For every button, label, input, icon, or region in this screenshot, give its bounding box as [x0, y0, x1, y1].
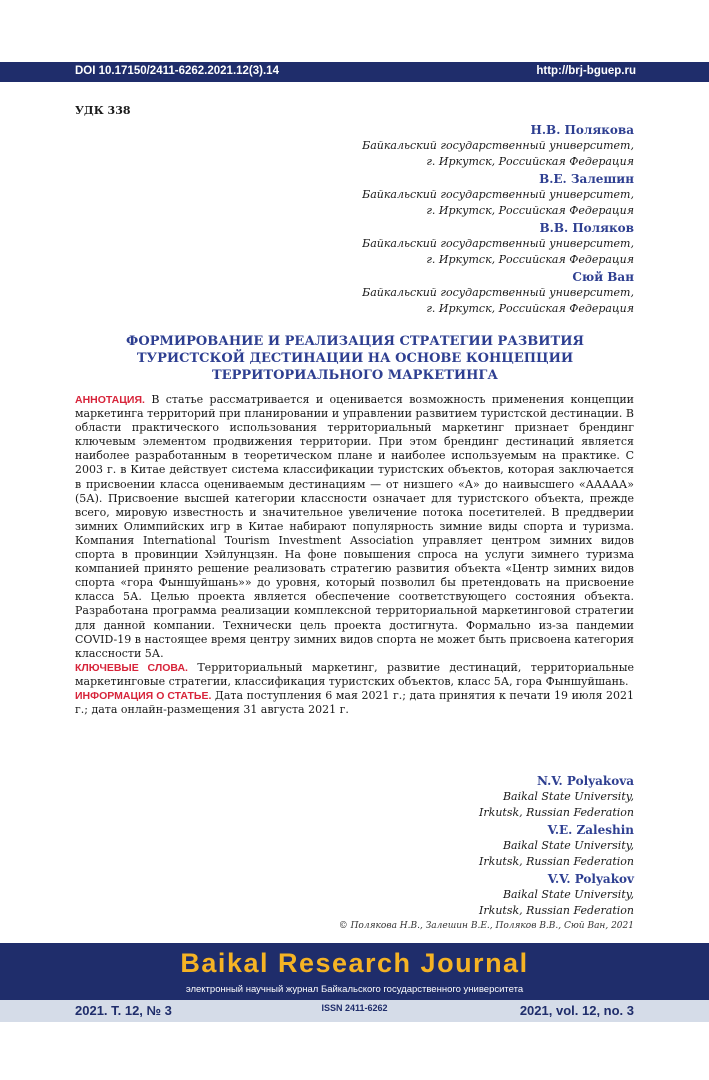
abstract-text: В статье рассматривается и оценивается возможность применения концепции маркетинга территорий при планировании и управлении развитием туристской дестинации. В области практического использования территориальный маркетинг признает брендинг ключевым элементом продвижения территории. При этом брендинг дестинаций является наиболее разработанным в теоретическом плане и наиболее используемым на практике. С 2003 г. в Китае действует система классификации туристских объектов, которая заключается в присвоении класса оцениваемым дестинациям — от низшего «А» до наивысшего «ААААА» (5А). Присвоение высшей категории классности означает для туристского объекта, прежде всего, мировую известность и значительное увеличение потока посетителей. В преддверии зимних Олимпийских игр в Китае набирают популярность зимние виды спорта и туризма. Компания International Tourism Investment Association управляет центром зимних видов спорта в провинции Хэйлунцзян. На фоне повышения спроса на услуги зимнего туризма компанией принято решение реализовать стратегию развития объекта «Центр зимних видов спорта «гора Фыншуйшань»» до уровня, который позволил бы претендовать на присвоение класса 5А. Целью проекта является обеспечение соответствующего состояния объекта. Разработана программа реализации комплексной территориальной маркетинговой стратегии для данной компании. Технически цель проекта достигнута. Формально из-за пандемии COVID-19 в настоящее время центру зимних видов спорта не может быть присвоена категория классности 5А. [75, 393, 634, 660]
article-title [75, 333, 635, 384]
author-affiliation: Baikal State University, [502, 790, 634, 803]
author-block [74, 220, 634, 267]
title-line: ТЕРРИТОРИАЛЬНОГО МАРКЕТИНГА [211, 368, 498, 383]
author-block [234, 822, 634, 869]
keywords-text: Территориальный маркетинг, развитие дестинаций, территориальные маркетинговые стратегии, классификация туристских объектов, класс 5А, гора Фыншуйшань. [75, 660, 635, 688]
title-line: ФОРМИРОВАНИЕ И РЕАЛИЗАЦИЯ СТРАТЕГИИ РАЗВИТИЯ [126, 334, 584, 349]
article-info-text: Дата поступления 6 мая 2021 г.; дата принятия к печати 19 июля 2021 г.; дата онлайн-размещения 31 августа 2021 г. [75, 688, 634, 717]
author-name: V.E. Zaleshin [547, 823, 634, 837]
abstract-label: АННОТАЦИЯ. [75, 394, 145, 406]
author-name: V.V. Polyakov [547, 872, 634, 886]
author-location: Irkutsk, Russian Federation [479, 854, 634, 868]
author-affiliation: Байкальский государственный университет, [362, 286, 634, 299]
article-info-label: ИНФОРМАЦИЯ О СТАТЬЕ. [75, 689, 212, 702]
footer-bar [0, 1000, 709, 1022]
author-name: N.V. Polyakova [536, 774, 634, 788]
doi-text: DOI 10.17150/2411-6262.2021.12(3).14 [75, 65, 279, 77]
udk-code: УДК 338 [75, 104, 131, 117]
author-block [74, 122, 634, 169]
keywords-label: КЛЮЧЕВЫЕ СЛОВА. [75, 661, 188, 674]
abstract-paragraph [75, 393, 634, 661]
author-block [234, 773, 634, 820]
author-affiliation: Байкальский государственный университет, [362, 237, 634, 250]
issue-ru: 2021. Т. 12, № 3 [75, 1003, 172, 1018]
author-block [234, 871, 634, 918]
author-location: Irkutsk, Russian Federation [479, 805, 634, 819]
author-location: г. Иркутск, Российская Федерация [426, 154, 634, 168]
author-location: Irkutsk, Russian Federation [479, 903, 634, 917]
author-affiliation: Байкальский государственный университет, [362, 139, 634, 152]
author-block [74, 171, 634, 218]
journal-url[interactable]: http://brj-bguep.ru [536, 65, 636, 77]
issn: ISSN 2411-6262 [321, 1003, 388, 1013]
author-block [74, 269, 634, 316]
title-line: ТУРИСТСКОЙ ДЕСТИНАЦИИ НА ОСНОВЕ КОНЦЕПЦИИ [136, 351, 574, 366]
authors-ru [74, 120, 634, 316]
keywords-paragraph [75, 661, 634, 689]
author-location: г. Иркутск, Российская Федерация [426, 203, 634, 217]
abstract-section [75, 393, 634, 717]
author-affiliation: Baikal State University, [502, 888, 634, 901]
copyright-notice: © Полякова Н.В., Залешин В.Е., Поляков В.В., Сюй Ван, 2021 [338, 921, 634, 931]
author-name: В.В. Поляков [539, 221, 634, 235]
author-affiliation: Baikal State University, [502, 839, 634, 852]
author-name: В.Е. Залешин [539, 172, 634, 186]
author-location: г. Иркутск, Российская Федерация [426, 252, 634, 266]
author-location: г. Иркутск, Российская Федерация [426, 301, 634, 315]
journal-subtitle: электронный научный журнал Байкальского государственного университета [185, 984, 524, 995]
authors-en [234, 771, 634, 918]
header-bar [0, 62, 709, 82]
article-info-paragraph [75, 689, 634, 717]
author-name: Н.В. Полякова [530, 123, 634, 137]
author-affiliation: Байкальский государственный университет, [362, 188, 634, 201]
journal-name: Baikal Research Journal [180, 948, 529, 978]
author-name: Сюй Ван [572, 270, 634, 284]
issue-en: 2021, vol. 12, no. 3 [519, 1003, 634, 1018]
